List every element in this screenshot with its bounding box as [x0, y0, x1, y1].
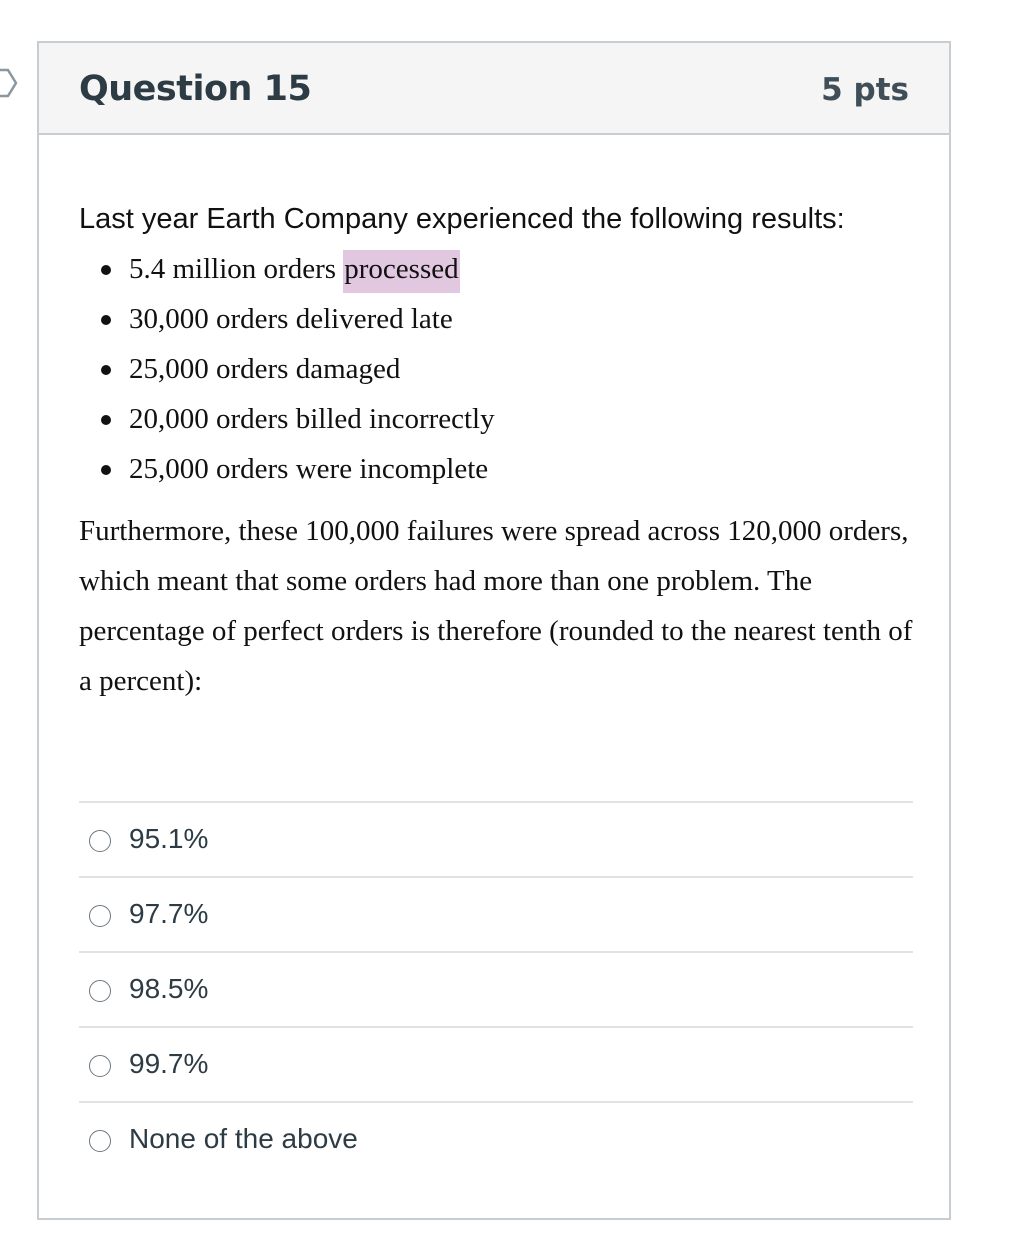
radio-button-icon[interactable]	[89, 1055, 111, 1077]
bullet-icon	[101, 315, 111, 325]
answer-label[interactable]: 97.7%	[129, 898, 209, 929]
results-list	[79, 244, 913, 494]
question-intro: Last year Earth Company experienced the following results:	[79, 203, 845, 235]
question-text	[79, 195, 913, 706]
bullet-icon	[101, 415, 111, 425]
list-item: 25,000 orders damaged	[79, 344, 913, 394]
answer-option-2[interactable]	[79, 876, 913, 951]
answer-option-4[interactable]	[79, 1026, 913, 1101]
bullet-icon	[101, 265, 111, 275]
question-header	[39, 43, 949, 135]
list-item: 5.4 million orders processed	[79, 244, 913, 294]
list-item: 30,000 orders delivered late	[79, 294, 913, 344]
answer-option-3[interactable]	[79, 951, 913, 1026]
question-title: Question 15	[79, 69, 312, 109]
list-item: 20,000 orders billed incorrectly	[79, 394, 913, 444]
answer-label[interactable]: None of the above	[129, 1123, 358, 1154]
answer-label[interactable]: 99.7%	[129, 1048, 209, 1079]
answer-option-1[interactable]	[79, 801, 913, 876]
question-points: 5 pts	[821, 72, 909, 108]
question-body: Furthermore, these 100,000 failures were spread across 120,000 orders, which meant that some orders had more than one problem. The percentage of perfect orders is therefore (rounded to the nearest tenth of a percent):	[79, 515, 913, 697]
answer-label[interactable]: 98.5%	[129, 973, 209, 1004]
bullet-icon	[101, 465, 111, 475]
answer-option-5[interactable]	[79, 1101, 913, 1176]
highlighted-text: processed	[343, 250, 459, 293]
question-card	[37, 41, 951, 1220]
bullet-icon	[101, 365, 111, 375]
radio-button-icon[interactable]	[89, 1130, 111, 1152]
answer-list	[79, 801, 913, 1176]
answer-label[interactable]: 95.1%	[129, 823, 209, 854]
radio-button-icon[interactable]	[89, 905, 111, 927]
flag-question-icon[interactable]	[0, 66, 20, 100]
radio-button-icon[interactable]	[89, 980, 111, 1002]
radio-button-icon[interactable]	[89, 830, 111, 852]
list-item: 25,000 orders were incomplete	[79, 444, 913, 494]
